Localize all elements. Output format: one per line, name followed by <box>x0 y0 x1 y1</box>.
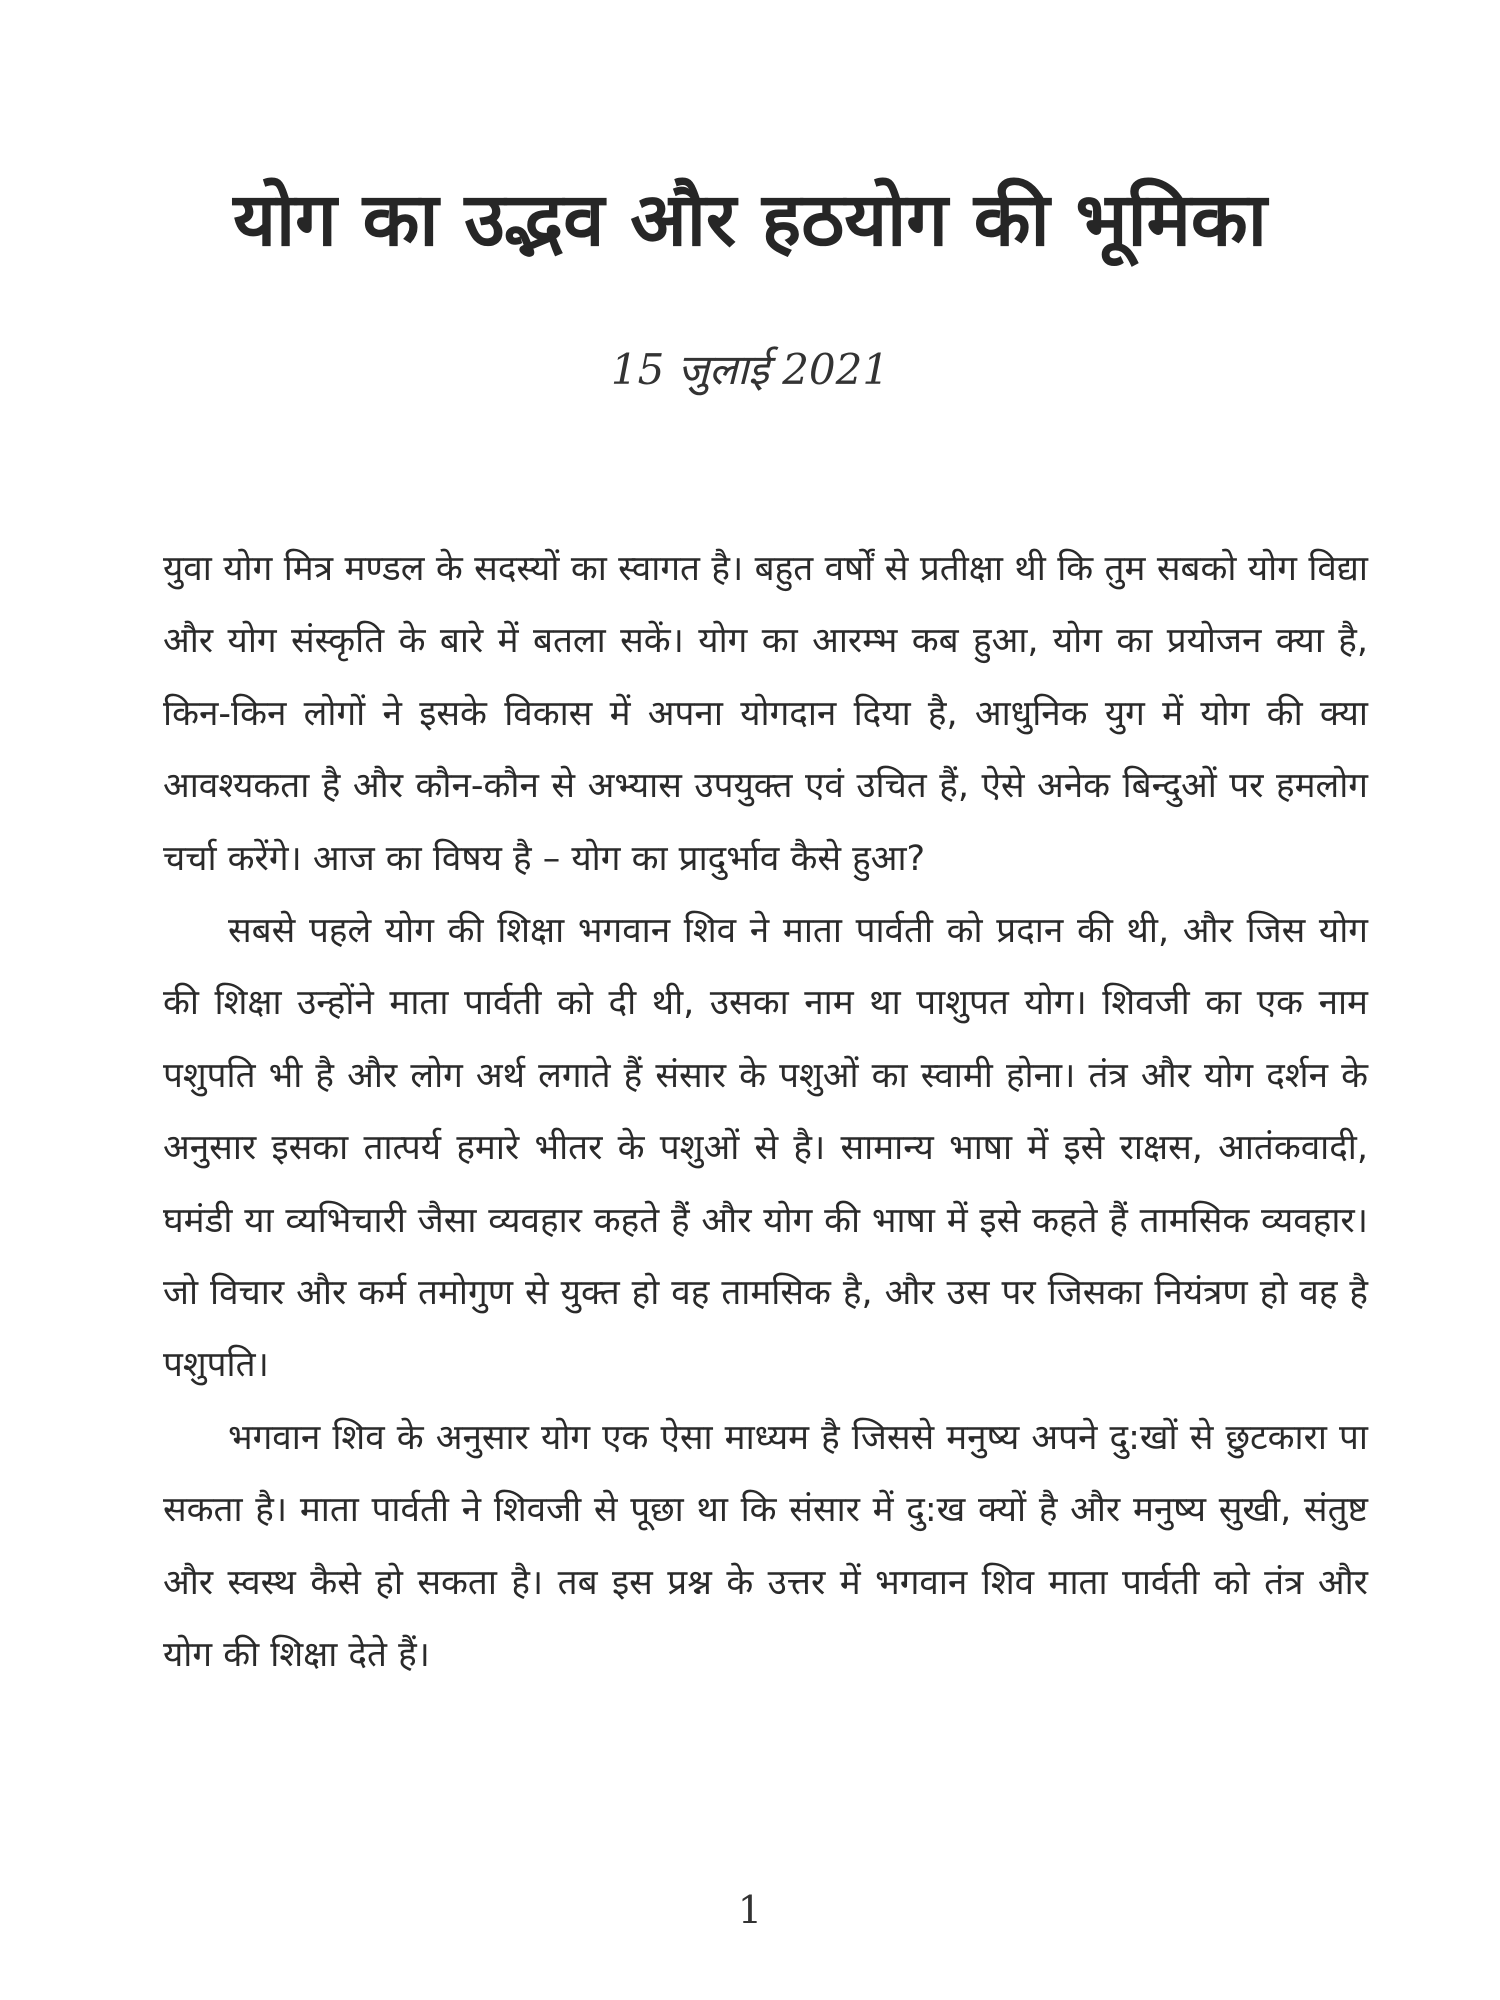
paragraph-3: भगवान शिव के अनुसार योग एक ऐसा माध्यम है जिससे मनुष्य अपने दु:खों से छुटकारा पा सकता है। माता पार्वती ने शिवजी से पूछा था कि संसार में दु:ख क्यों है और मनुष्य सुखी, संतुष्ट और स्वस्थ कैसे हो सकता है। तब इस प्रश्न के उत्तर में भगवान शिव माता पार्वती को तंत्र और योग की शिक्षा देते हैं। <box>163 1417 1368 1676</box>
publication-date: 15 जुलाई 2021 <box>610 345 890 394</box>
page-title: योग का उद्भव और हठयोग की भूमिका <box>233 177 1267 263</box>
page-number: 1 <box>737 1888 763 1932</box>
paragraph-1: युवा योग मित्र मण्डल के सदस्यों का स्वागत है। बहुत वर्षों से प्रतीक्षा थी कि तुम सबको योग विद्या और योग संस्कृति के बारे में बतला सकें। योग का आरम्भ कब हुआ, योग का प्रयोजन क्या है, किन-किन लोगों ने इसके विकास में अपना योगदान दिया है, आधुनिक युग में योग की क्या आवश्यकता है और कौन-कौन से अभ्यास उपयुक्त एवं उचित हैं, ऐसे अनेक बिन्दुओं पर हमलोग चर्चा करेंगे। आज का विषय है – योग का प्रादुर्भाव कैसे हुआ? <box>163 549 1368 879</box>
paragraph-2: सबसे पहले योग की शिक्षा भगवान शिव ने माता पार्वती को प्रदान की थी, और जिस योग की शिक्षा उन्होंने माता पार्वती को दी थी, उसका नाम था पाशुपत योग। शिवजी का एक नाम पशुपति भी है और लोग अर्थ लगाते हैं संसार के पशुओं का स्वामी होना। तंत्र और योग दर्शन के अनुसार इसका तात्पर्य हमारे भीतर के पशुओं से है। सामान्य भाषा में इसे राक्षस, आतंकवादी, घमंडी या व्यभिचारी जैसा व्यवहार कहते हैं और योग की भाषा में इसे कहते हैं तामसिक व्यवहार। जो विचार और कर्म तमोगुण से युक्त हो वह तामसिक है, और उस पर जिसका नियंत्रण हो वह है पशुपति। <box>163 911 1368 1386</box>
body-text <box>163 533 1368 1692</box>
